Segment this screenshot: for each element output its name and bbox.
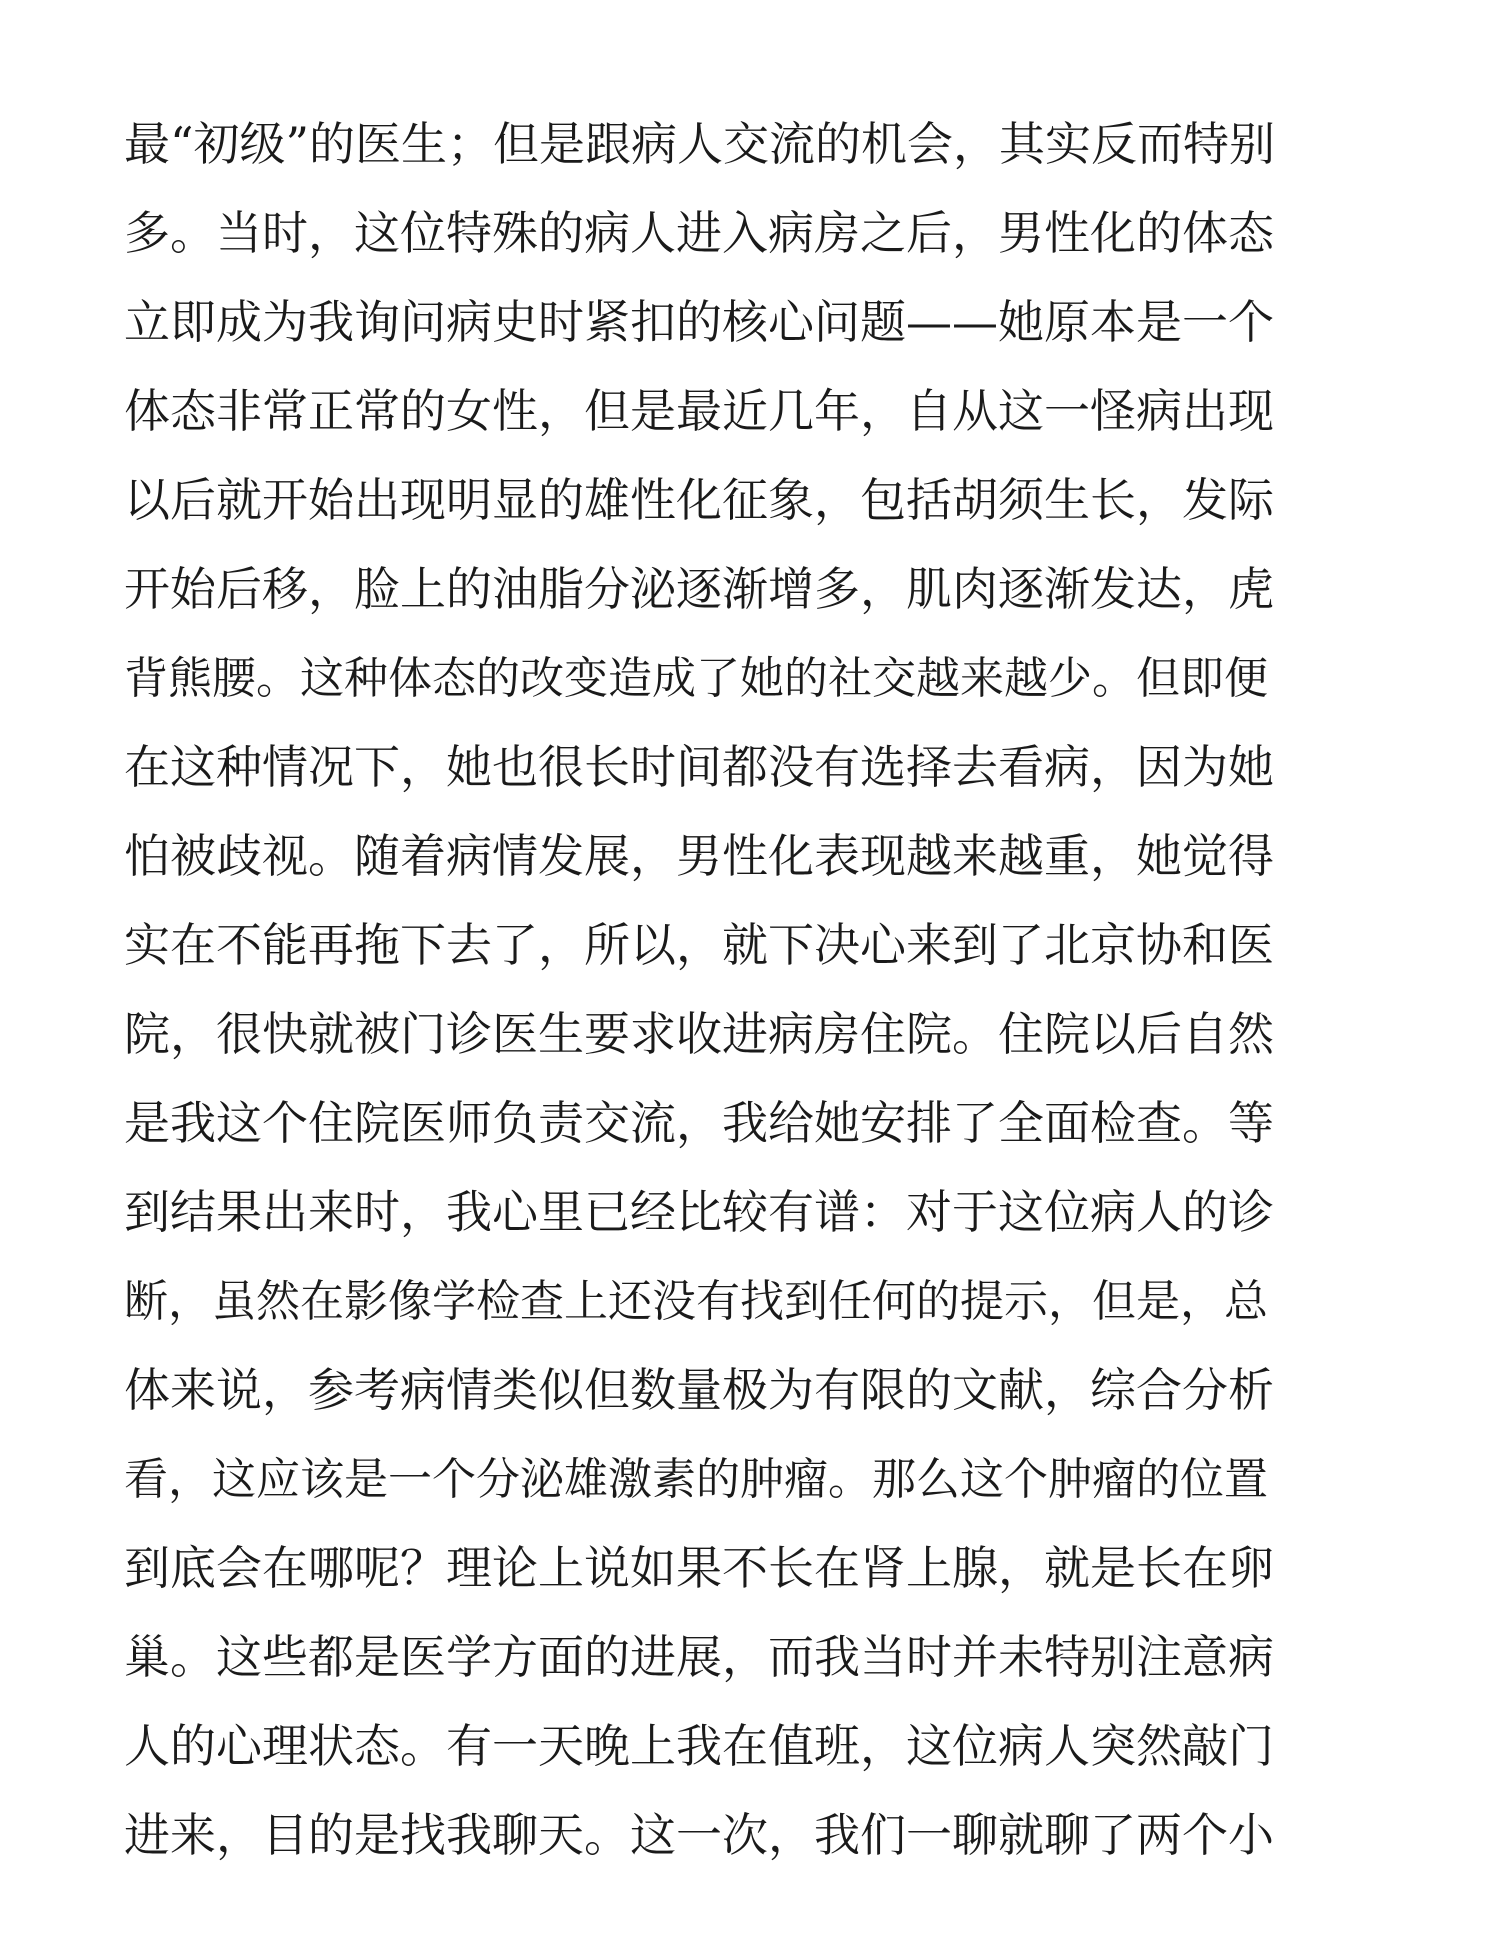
text-line: 院，很快就被门诊医生要求收进病房住院。住院以后自然 [124, 1007, 1274, 1061]
text-line: 到底会在哪呢？理论上说如果不长在肾上腺，就是长在卵 [124, 1541, 1274, 1595]
text-line: 体来说，参考病情类似但数量极为有限的文献，综合分析 [124, 1363, 1274, 1417]
text-line: 人的心理状态。有一天晚上我在值班，这位病人突然敲门 [124, 1719, 1274, 1773]
text-line: 巢。这些都是医学方面的进展，而我当时并未特别注意病 [124, 1630, 1274, 1684]
text-line: 是我这个住院医师负责交流，我给她安排了全面检查。等 [124, 1096, 1274, 1150]
text-line: 以后就开始出现明显的雄性化征象，包括胡须生长，发际 [124, 473, 1274, 527]
text-line: 背熊腰。这种体态的改变造成了她的社交越来越少。但即便 [124, 653, 1268, 704]
body-text [124, 100, 1284, 1880]
text-line: 立即成为我询问病史时紧扣的核心问题——她原本是一个 [124, 295, 1274, 349]
text-line: 最“初级”的医生；但是跟病人交流的机会，其实反而特别 [124, 117, 1276, 171]
text-line: 在这种情况下，她也很长时间都没有选择去看病，因为她 [124, 740, 1274, 794]
text-line: 实在不能再拖下去了，所以，就下决心来到了北京协和医 [124, 918, 1274, 972]
text-line: 到结果出来时，我心里已经比较有谱：对于这位病人的诊 [124, 1185, 1274, 1239]
text-line: 断，虽然在影像学检查上还没有找到任何的提示，但是，总 [124, 1276, 1268, 1327]
text-line: 多。当时，这位特殊的病人进入病房之后，男性化的体态 [124, 206, 1274, 260]
text-line: 怕被歧视。随着病情发展，男性化表现越来越重，她觉得 [124, 829, 1274, 883]
text-line: 看，这应该是一个分泌雄激素的肿瘤。那么这个肿瘤的位置 [124, 1454, 1268, 1505]
text-line: 进来，目的是找我聊天。这一次，我们一聊就聊了两个小 [124, 1808, 1274, 1862]
text-line: 开始后移，脸上的油脂分泌逐渐增多，肌肉逐渐发达，虎 [124, 562, 1274, 616]
text-line: 体态非常正常的女性，但是最近几年，自从这一怪病出现 [124, 384, 1274, 438]
